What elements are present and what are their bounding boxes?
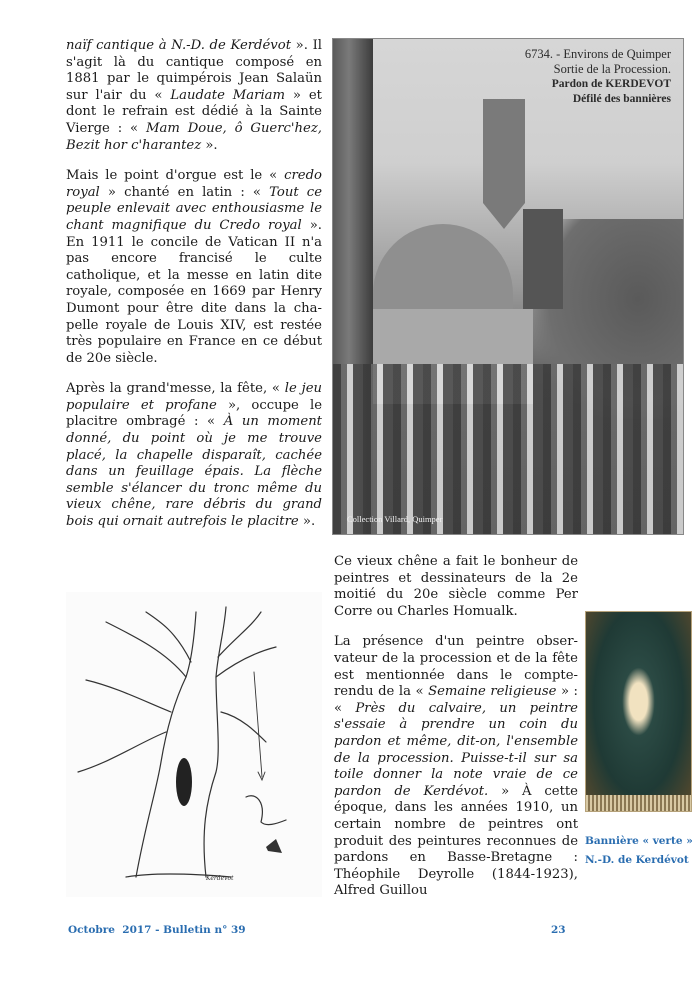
text-run: Mais le point d'orgue est le « — [66, 168, 285, 184]
text-run: La présence d'un peintre observateur de la procession et de la fête est mentionnée dans le compte-rendu de la « — [334, 634, 578, 700]
procession-banner — [483, 99, 525, 229]
text-run: », occupe le placitre ombragé : « — [66, 397, 323, 430]
procession-photo — [332, 38, 684, 535]
photo-credit: Collection Villard, Quimper — [347, 514, 443, 524]
banner-fringe — [586, 795, 691, 811]
quoted-text: credo royal — [66, 168, 322, 200]
quoted-text: Près du calvaire, un peintre s'essaie à prendre un coin du pardon et même, dit-on, l'ensemble de la procession. Puisse-t-il sur sa toile donner la note vraie de ce pardon de Kerdévot. — [334, 700, 578, 799]
footer-issue: Octobre 2017 - Bulletin n° 39 — [68, 924, 246, 936]
paragraph — [66, 38, 322, 154]
text-run: ». Il s'agit là du cantique composé en 1881 par le quimpérois Jean Salaün sur l'air du « — [66, 38, 322, 103]
quoted-text: À un moment donné, du point où je me trouve placé, la chapelle disparaît, cachée dans un feuillage épais. La flèche semble s'élancer du tronc même du vieux chêne, rare débris du grand bois qui ornait autrefois le placitre — [66, 414, 322, 530]
paragraph — [66, 168, 322, 367]
tree-sketch-icon — [66, 592, 322, 897]
text-run: » : « — [334, 684, 578, 716]
banner-caption — [585, 832, 695, 870]
left-text-column — [66, 38, 322, 545]
banner-caption-line1: Bannière « verte » — [585, 835, 693, 847]
quoted-text: Mam Doue, ô Guerc'hez, Bezit hor c'harantez — [66, 120, 322, 153]
crowd — [333, 364, 683, 534]
oak-tree-sketch — [66, 592, 322, 897]
quoted-text: naïf cantique à N.-D. de Kerdévot — [66, 38, 291, 53]
svg-text:Kerdevot: Kerdevot — [206, 875, 234, 882]
banner-caption-line2: N.-D. de Kerdévot — [585, 854, 689, 866]
quoted-text: le jeu populaire et profane — [66, 381, 322, 413]
postcard-caption-line2: Sortie de la Procession. — [553, 62, 671, 76]
quoted-text: Laudate Mariam — [170, 87, 286, 103]
green-banner-photo — [585, 611, 692, 812]
text-run: » À cette époque, dans les années 1910, un certain nombre de peintres ont produit des peintures reconnues de pardons en Basse-Bretagne : Théophile Deyrolle (1844-1923), Alfred Guillou — [334, 783, 578, 899]
procession-banner — [523, 209, 563, 309]
quoted-text: Tout ce peuple enlevait avec enthousiasme le chant magnifique du Credo royal — [66, 184, 323, 233]
paragraph — [66, 381, 322, 530]
postcard-caption-line3: Pardon de KERDEVOT — [551, 78, 671, 90]
quoted-text: Semaine religieuse — [428, 684, 557, 700]
right-text-column — [334, 554, 578, 914]
postcard-caption-line1: 6734. - Environs de Quimper — [524, 47, 671, 61]
postcard-caption — [525, 47, 671, 107]
text-run: ». En 1911 le concile de Vatican II n'a pas encore francisé le culte catholique, et la messe en latin dite royale, composée en 1669 par Henry Dumont pour être dite dans la chapelle royale de Louis XIV, est restée très populaire en France en ce début de 20e siècle. — [66, 217, 322, 366]
text-run: ». — [201, 137, 218, 153]
postcard-caption-line4: Défilé des bannières — [572, 93, 671, 105]
text-run: Ce vieux chêne a fait le bonheur de peintres et dessinateurs de la 2e moitié du 20e siècle comme Per Corre ou Charles Homualk. — [334, 554, 578, 619]
paragraph — [334, 554, 578, 620]
text-run: » et dont le refrain est dédié à la Sainte Vierge : « — [66, 87, 322, 136]
text-run: » chanté en latin : « — [99, 184, 270, 200]
page-number: 23 — [551, 924, 566, 936]
chapel-dome — [373, 224, 513, 319]
paragraph — [334, 634, 578, 900]
text-run: Après la grand'messe, la fête, « — [66, 381, 285, 397]
text-run: ». — [298, 514, 316, 530]
